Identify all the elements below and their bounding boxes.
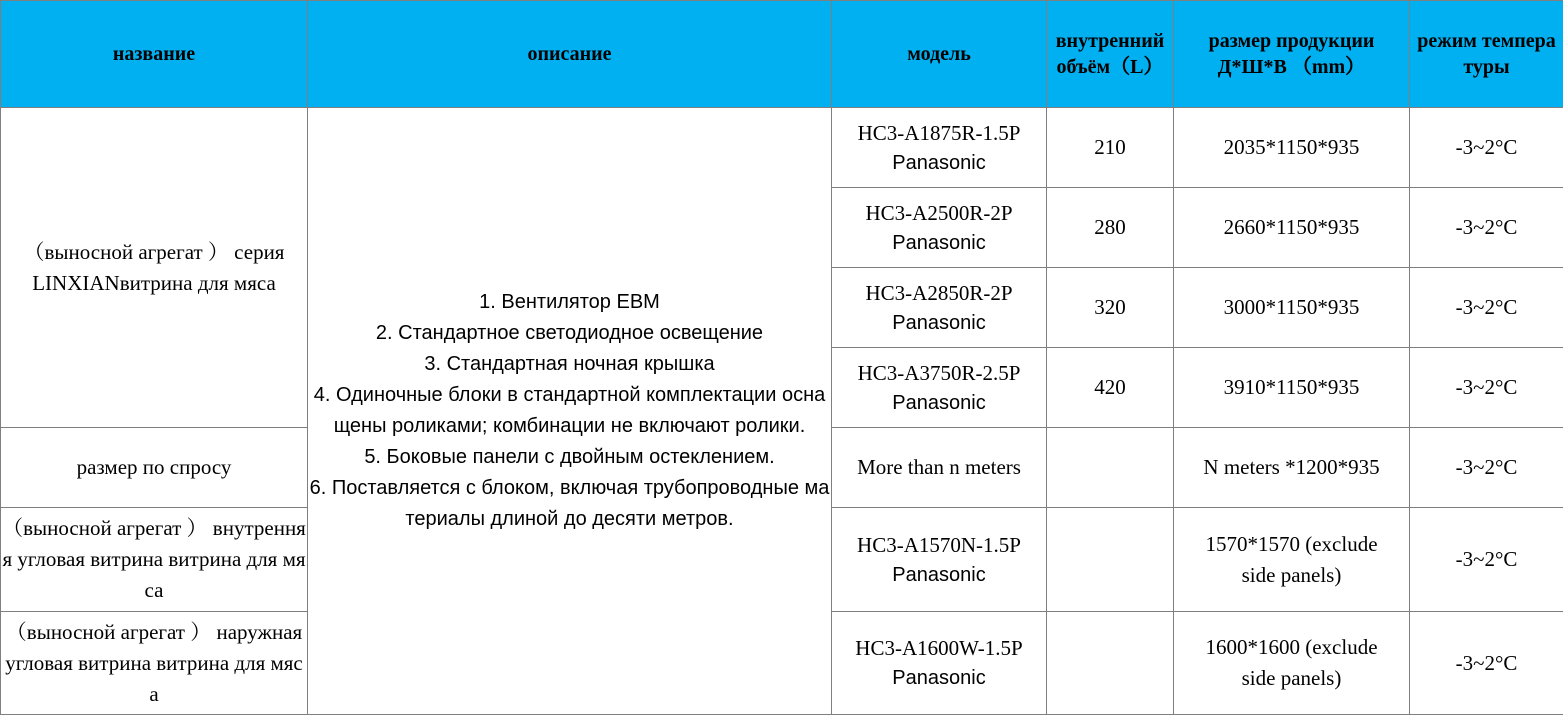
temperature-cell: -3~2°C (1410, 348, 1563, 428)
volume-cell (1047, 508, 1174, 612)
category-outer-corner: （выносной агрегат ） наружная угловая витрина витрина для мяса (1, 612, 308, 715)
description-line: 5. Боковые панели с двойным остеклением. (364, 446, 775, 468)
model-brand: Panasonic (892, 563, 986, 586)
volume-cell (1047, 428, 1174, 508)
size-cell: N meters *1200*935 (1174, 428, 1410, 508)
category-inner-corner: （выносной агрегат ） внутренняя угловая витрина витрина для мяса (1, 508, 308, 612)
volume-cell (1047, 612, 1174, 715)
model-cell (832, 612, 1047, 715)
table-row (1, 108, 1563, 188)
model-cell (832, 188, 1047, 268)
header-model: модель (832, 1, 1047, 108)
temperature-cell: -3~2°C (1410, 612, 1563, 715)
size-cell: 3000*1150*935 (1174, 268, 1410, 348)
model-code: HC3-A3750R-2.5P (857, 360, 1021, 385)
description-cell (308, 108, 832, 715)
size-cell: 1600*1600 (exclude side panels) (1174, 612, 1410, 715)
header-name: название (1, 1, 308, 108)
description-line: 4. Одиночные блоки в стандартной комплектации оснащены роликами; комбинации не включают ролики. (313, 384, 826, 437)
temperature-cell: -3~2°C (1410, 108, 1563, 188)
temperature-cell: -3~2°C (1410, 508, 1563, 612)
model-brand: Panasonic (892, 311, 986, 334)
model-code: HC3-A1600W-1.5P (855, 636, 1023, 660)
description-line: 3. Стандартная ночная крышка (424, 353, 715, 375)
temperature-cell: -3~2°C (1410, 188, 1563, 268)
header-row (1, 1, 1563, 108)
model-code: HC3-A2850R-2P (865, 280, 1013, 305)
model-code: HC3-A1875R-1.5P (857, 120, 1021, 145)
model-cell (832, 348, 1047, 428)
model-brand: Panasonic (892, 391, 986, 414)
model-brand: Panasonic (892, 667, 986, 689)
model-code: HC3-A1570N-1.5P (857, 532, 1021, 557)
model-code: HC3-A2500R-2P (865, 200, 1013, 225)
volume-cell: 280 (1047, 188, 1174, 268)
model-brand: Panasonic (892, 231, 986, 254)
category-custom: размер по спросу (1, 428, 308, 508)
header-size: размер продукции Д*Ш*В （mm） (1174, 1, 1410, 108)
model-cell (832, 108, 1047, 188)
description-line: 1. Вентилятор EBM (479, 291, 660, 313)
header-description: описание (308, 1, 832, 108)
size-cell: 2035*1150*935 (1174, 108, 1410, 188)
model-brand: Panasonic (892, 151, 986, 174)
header-volume: внутренний объём（L） (1047, 1, 1174, 108)
temperature-cell: -3~2°C (1410, 428, 1563, 508)
size-cell: 3910*1150*935 (1174, 348, 1410, 428)
size-cell: 1570*1570 (exclude side panels) (1174, 508, 1410, 612)
volume-cell: 210 (1047, 108, 1174, 188)
description-line: 2. Стандартное светодиодное освещение (375, 322, 764, 344)
header-temperature: режим температуры (1410, 1, 1563, 108)
category-series: （выносной агрегат ） серия LINXIANвитрина для мяса (1, 108, 308, 428)
temperature-cell: -3~2°C (1410, 268, 1563, 348)
model-cell (832, 508, 1047, 612)
model-cell: More than n meters (832, 428, 1047, 508)
model-cell (832, 268, 1047, 348)
size-cell: 2660*1150*935 (1174, 188, 1410, 268)
description-line: 6. Поставляется с блоком, включая трубопроводные материалы длиной до десяти метров. (309, 477, 830, 530)
volume-cell: 420 (1047, 348, 1174, 428)
volume-cell: 320 (1047, 268, 1174, 348)
